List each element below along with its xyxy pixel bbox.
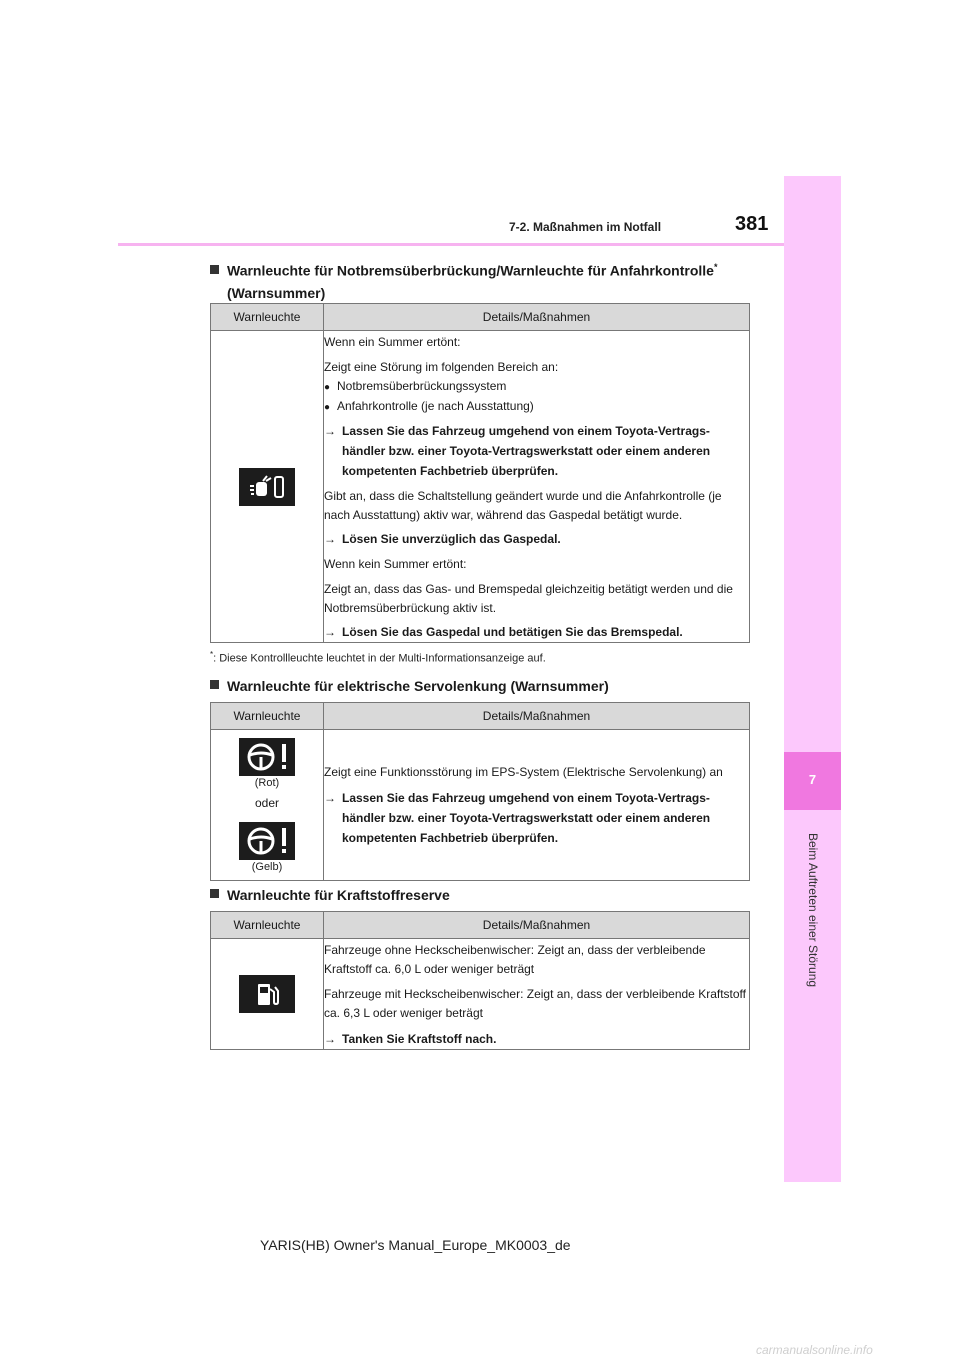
footnote-mark: *: [210, 650, 214, 659]
action-item: [324, 421, 749, 481]
action-text: Lösen Sie das Gaspedal und betätigen Sie das Bremspedal.: [342, 625, 683, 639]
warning-table-brake-override: [210, 303, 750, 643]
chapter-title: Beim Auftreten einer Störung: [806, 832, 820, 988]
section-heading-power-steering: [210, 675, 609, 697]
icon-label-red: (Rot): [254, 777, 280, 789]
power-steering-warning-icon-red: [239, 738, 295, 776]
arrow-right-icon: →: [324, 790, 336, 805]
document-footer: YARIS(HB) Owner's Manual_Europe_MK0003_de: [260, 1237, 571, 1253]
details-cell: [324, 939, 750, 1050]
watermark: carmanualsonline.info: [756, 1343, 873, 1357]
heading-text: Warnleuchte für Kraftstoffreserve: [227, 887, 450, 903]
brake-override-warning-icon: [239, 468, 295, 506]
action-text: Tanken Sie Kraftstoff nach.: [342, 1032, 497, 1046]
table-header-row: [211, 912, 750, 939]
arrow-right-icon: →: [324, 424, 336, 438]
action-item: [324, 529, 749, 549]
column-header-warnleuchte: Warnleuchte: [211, 703, 324, 730]
section-header: 7-2. Maßnahmen im Notfall: [509, 220, 662, 234]
header-divider: [118, 243, 784, 246]
bullet-item: ● Notbremsüberbrückungssystem: [324, 377, 749, 397]
details-cell: [324, 730, 750, 881]
heading-square-icon: [210, 889, 219, 898]
power-steering-warning-icon-yellow: [239, 822, 295, 860]
table-row: [211, 939, 750, 1050]
chapter-number-tab[interactable]: [784, 752, 841, 810]
table-row: [211, 331, 750, 643]
table-header-row: [211, 703, 750, 730]
warning-table-fuel-reserve: [210, 911, 750, 1050]
heading-footnote-mark: *: [713, 262, 718, 272]
footnote: [210, 650, 546, 665]
action-text: Lassen Sie das Fahrzeug umgehend von einem Toyota-Vertrags-händler bzw. einer Toyota-Vertragswerkstatt oder einem anderen kompetenten Fachbetrieb überprüfen.: [342, 424, 711, 478]
table-row: [211, 730, 750, 881]
table-header-row: [211, 304, 750, 331]
heading-text: Warnleuchte für Notbremsüberbrückung/Warnleuchte für Anfahrkontrolle: [227, 262, 714, 279]
column-header-warnleuchte: Warnleuchte: [211, 912, 324, 939]
action-text: Lösen Sie unverzüglich das Gaspedal.: [342, 532, 561, 546]
column-header-details: Details/Maßnahmen: [324, 912, 750, 939]
footnote-text: : Diese Kontrollleuchte leuchtet in der Multi-Informationsanzeige auf.: [213, 652, 546, 665]
icon-cell: [211, 730, 324, 881]
icon-label-yellow: (Gelb): [251, 861, 283, 873]
page-number: 381: [735, 213, 769, 235]
or-label: oder: [254, 796, 280, 810]
chapter-side-tab: [784, 176, 841, 1182]
section-heading-fuel-reserve: [210, 884, 450, 906]
detail-text: Zeigt eine Funktionsstörung im EPS-System (Elektrische Servolenkung) an: [324, 764, 723, 779]
action-text: Lassen Sie das Fahrzeug umgehend von einem Toyota-Vertrags-händler bzw. einer Toyota-Vertragswerkstatt oder einem anderen kompetenten Fachbetrieb überprüfen.: [342, 790, 711, 845]
heading-square-icon: [210, 680, 219, 689]
detail-text: Wenn kein Summer ertönt:: [324, 557, 467, 571]
action-item: [324, 622, 749, 642]
heading-square-icon: [210, 265, 219, 274]
heading-text: Warnleuchte für elektrische Servolenkung (Warnsummer): [227, 678, 609, 694]
detail-text: Fahrzeuge mit Heckscheibenwischer: Zeigt an, dass der verbleibende Kraftstoff ca. 6,3 L oder weniger beträgt: [324, 987, 746, 1020]
column-header-details: Details/Maßnahmen: [324, 703, 750, 730]
detail-text: Gibt an, dass die Schaltstellung geändert wurde und die Anfahrkontrolle (je nach Ausstattung) aktiv war, während das Gaspedal betätigt wurde.: [324, 489, 722, 522]
chapter-number: 7: [808, 772, 817, 787]
section-heading-brake-override: [210, 256, 717, 304]
bullet-item: ● Anfahrkontrolle (je nach Ausstattung): [324, 397, 749, 417]
details-cell: [324, 331, 750, 643]
detail-text: Zeigt eine Störung im folgenden Bereich an:: [324, 360, 559, 374]
heading-text-line2: (Warnsummer): [227, 284, 326, 301]
arrow-right-icon: →: [324, 625, 336, 639]
arrow-right-icon: →: [324, 532, 336, 546]
detail-text: Zeigt an, dass das Gas- und Bremspedal gleichzeitig betätigt werden und die Notbremsüberbrückung aktiv ist.: [324, 582, 733, 615]
detail-text: Fahrzeuge ohne Heckscheibenwischer: Zeigt an, dass der verbleibende Kraftstoff ca. 6,0 L oder weniger beträgt: [324, 943, 706, 976]
arrow-right-icon: →: [324, 1032, 336, 1046]
detail-text: Wenn ein Summer ertönt:: [324, 335, 461, 349]
fuel-pump-icon: [239, 975, 295, 1013]
action-item: [324, 788, 749, 848]
column-header-details: Details/Maßnahmen: [324, 304, 750, 331]
warning-table-power-steering: [210, 702, 750, 881]
column-header-warnleuchte: Warnleuchte: [211, 304, 324, 331]
icon-cell: [211, 331, 324, 643]
icon-cell: [211, 939, 324, 1050]
action-item: [324, 1029, 749, 1049]
